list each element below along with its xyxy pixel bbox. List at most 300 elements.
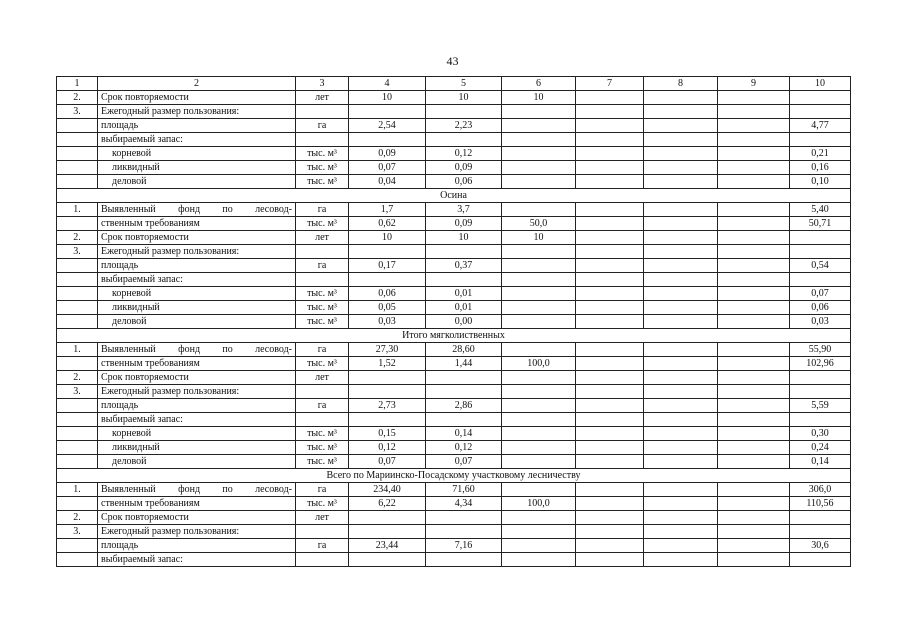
row-number xyxy=(57,133,98,147)
value-cell xyxy=(790,273,851,287)
indicator-label: Срок повторяемости xyxy=(98,91,296,105)
value-cell xyxy=(644,343,718,357)
value-cell xyxy=(576,511,644,525)
value-cell: 2,54 xyxy=(349,119,426,133)
value-cell xyxy=(349,525,426,539)
value-cell xyxy=(644,455,718,469)
indicator-label: Срок повторяемости xyxy=(98,511,296,525)
unit-cell xyxy=(296,273,349,287)
value-cell xyxy=(644,483,718,497)
row-number xyxy=(57,497,98,511)
table-row xyxy=(57,161,851,175)
value-cell xyxy=(349,413,426,427)
value-cell xyxy=(349,133,426,147)
value-cell: 0,04 xyxy=(349,175,426,189)
value-cell xyxy=(718,147,790,161)
value-cell xyxy=(502,301,576,315)
value-cell xyxy=(502,203,576,217)
section-row xyxy=(57,329,851,343)
value-cell xyxy=(576,385,644,399)
value-cell xyxy=(644,539,718,553)
value-cell: 10 xyxy=(349,91,426,105)
value-cell xyxy=(576,343,644,357)
value-cell: 0,09 xyxy=(426,161,502,175)
table-row xyxy=(57,455,851,469)
table-row xyxy=(57,147,851,161)
indicator-label: ликвидный xyxy=(98,441,296,455)
column-number: 10 xyxy=(790,77,851,91)
page-number: 43 xyxy=(446,54,459,68)
value-cell xyxy=(426,525,502,539)
indicator-label: площадь xyxy=(98,399,296,413)
value-cell xyxy=(718,427,790,441)
value-cell xyxy=(502,441,576,455)
value-cell xyxy=(502,161,576,175)
indicator-label: деловой xyxy=(98,175,296,189)
value-cell xyxy=(790,91,851,105)
value-cell xyxy=(426,385,502,399)
value-cell xyxy=(426,371,502,385)
value-cell xyxy=(349,105,426,119)
value-cell: 0,07 xyxy=(349,161,426,175)
value-cell: 0,07 xyxy=(349,455,426,469)
value-cell xyxy=(644,217,718,231)
value-cell xyxy=(644,553,718,567)
value-cell xyxy=(790,371,851,385)
value-cell xyxy=(349,371,426,385)
value-cell xyxy=(349,553,426,567)
value-cell xyxy=(644,161,718,175)
value-cell xyxy=(502,315,576,329)
unit-cell: тыс. м³ xyxy=(296,161,349,175)
value-cell xyxy=(790,385,851,399)
value-cell xyxy=(576,133,644,147)
value-cell xyxy=(718,119,790,133)
table-row xyxy=(57,119,851,133)
table-row xyxy=(57,427,851,441)
table-row xyxy=(57,483,851,497)
value-cell xyxy=(502,119,576,133)
value-cell: 0,05 xyxy=(349,301,426,315)
value-cell: 234,40 xyxy=(349,483,426,497)
value-cell xyxy=(718,441,790,455)
value-cell: 0,03 xyxy=(349,315,426,329)
value-cell xyxy=(644,357,718,371)
unit-cell: тыс. м³ xyxy=(296,497,349,511)
value-cell xyxy=(718,539,790,553)
indicator-label: корневой xyxy=(98,287,296,301)
value-cell xyxy=(644,301,718,315)
value-cell xyxy=(576,119,644,133)
value-cell: 0,14 xyxy=(790,455,851,469)
value-cell: 0,10 xyxy=(790,175,851,189)
column-number: 2 xyxy=(98,77,296,91)
value-cell xyxy=(644,385,718,399)
row-number xyxy=(57,175,98,189)
value-cell: 2,23 xyxy=(426,119,502,133)
value-cell xyxy=(576,427,644,441)
value-cell: 30,6 xyxy=(790,539,851,553)
row-number xyxy=(57,441,98,455)
row-number: 1. xyxy=(57,343,98,357)
value-cell xyxy=(576,525,644,539)
unit-cell: тыс. м³ xyxy=(296,427,349,441)
value-cell xyxy=(718,273,790,287)
indicator-label: выбираемый запас: xyxy=(98,553,296,567)
value-cell xyxy=(349,511,426,525)
value-cell xyxy=(576,175,644,189)
value-cell xyxy=(790,525,851,539)
value-cell xyxy=(349,245,426,259)
value-cell: 0,17 xyxy=(349,259,426,273)
value-cell xyxy=(644,91,718,105)
value-cell: 0,37 xyxy=(426,259,502,273)
value-cell xyxy=(718,525,790,539)
table-body xyxy=(57,77,851,567)
value-cell xyxy=(576,539,644,553)
unit-cell: га xyxy=(296,343,349,357)
value-cell xyxy=(426,105,502,119)
row-number: 1. xyxy=(57,203,98,217)
value-cell xyxy=(718,343,790,357)
row-number: 2. xyxy=(57,91,98,105)
column-number: 8 xyxy=(644,77,718,91)
section-row xyxy=(57,469,851,483)
value-cell xyxy=(426,553,502,567)
value-cell xyxy=(718,497,790,511)
value-cell: 0,12 xyxy=(426,441,502,455)
table-row xyxy=(57,203,851,217)
value-cell xyxy=(644,147,718,161)
value-cell xyxy=(790,413,851,427)
value-cell xyxy=(576,413,644,427)
value-cell: 0,07 xyxy=(426,455,502,469)
value-cell xyxy=(718,91,790,105)
row-number: 3. xyxy=(57,105,98,119)
value-cell: 102,96 xyxy=(790,357,851,371)
unit-cell: тыс. м³ xyxy=(296,301,349,315)
indicator-label: Ежегодный размер пользования: xyxy=(98,525,296,539)
table-row xyxy=(57,371,851,385)
value-cell: 1,7 xyxy=(349,203,426,217)
value-cell xyxy=(644,119,718,133)
value-cell: 0,01 xyxy=(426,301,502,315)
value-cell: 0,24 xyxy=(790,441,851,455)
row-number: 2. xyxy=(57,231,98,245)
value-cell: 4,34 xyxy=(426,497,502,511)
table-row xyxy=(57,385,851,399)
value-cell xyxy=(790,133,851,147)
unit-cell xyxy=(296,525,349,539)
value-cell xyxy=(644,133,718,147)
unit-cell: лет xyxy=(296,511,349,525)
value-cell: 10 xyxy=(349,231,426,245)
value-cell: 100,0 xyxy=(502,497,576,511)
table-row xyxy=(57,357,851,371)
column-number: 3 xyxy=(296,77,349,91)
table-row xyxy=(57,273,851,287)
table-row xyxy=(57,511,851,525)
table-row xyxy=(57,525,851,539)
unit-cell: тыс. м³ xyxy=(296,441,349,455)
indicator-label: деловой xyxy=(98,315,296,329)
table-row xyxy=(57,91,851,105)
table-row xyxy=(57,301,851,315)
row-number: 3. xyxy=(57,525,98,539)
value-cell xyxy=(718,259,790,273)
indicator-label: ликвидный xyxy=(98,301,296,315)
value-cell xyxy=(576,455,644,469)
value-cell xyxy=(502,273,576,287)
value-cell xyxy=(576,371,644,385)
value-cell xyxy=(790,105,851,119)
unit-cell: га xyxy=(296,259,349,273)
value-cell xyxy=(718,217,790,231)
value-cell: 0,01 xyxy=(426,287,502,301)
indicator-label: ственным требованиям xyxy=(98,497,296,511)
value-cell: 0,06 xyxy=(790,301,851,315)
value-cell xyxy=(718,203,790,217)
value-cell xyxy=(644,511,718,525)
row-number xyxy=(57,259,98,273)
unit-cell: тыс. м³ xyxy=(296,287,349,301)
value-cell xyxy=(718,385,790,399)
value-cell xyxy=(426,133,502,147)
indicator-label: Ежегодный размер пользования: xyxy=(98,385,296,399)
value-cell xyxy=(502,483,576,497)
value-cell xyxy=(644,231,718,245)
value-cell: 0,54 xyxy=(790,259,851,273)
value-cell: 50,0 xyxy=(502,217,576,231)
value-cell: 0,03 xyxy=(790,315,851,329)
row-number xyxy=(57,399,98,413)
value-cell xyxy=(718,413,790,427)
value-cell xyxy=(644,525,718,539)
value-cell xyxy=(502,259,576,273)
value-cell xyxy=(644,273,718,287)
value-cell xyxy=(718,511,790,525)
value-cell xyxy=(502,147,576,161)
value-cell: 0,30 xyxy=(790,427,851,441)
unit-cell xyxy=(296,413,349,427)
table-row xyxy=(57,105,851,119)
value-cell xyxy=(644,441,718,455)
value-cell xyxy=(718,455,790,469)
unit-cell: тыс. м³ xyxy=(296,175,349,189)
value-cell: 23,44 xyxy=(349,539,426,553)
value-cell xyxy=(502,511,576,525)
value-cell xyxy=(790,231,851,245)
value-cell xyxy=(576,273,644,287)
value-cell xyxy=(718,483,790,497)
value-cell xyxy=(790,245,851,259)
unit-cell: га xyxy=(296,539,349,553)
value-cell: 0,21 xyxy=(790,147,851,161)
value-cell: 0,16 xyxy=(790,161,851,175)
value-cell xyxy=(576,315,644,329)
value-cell: 5,40 xyxy=(790,203,851,217)
value-cell: 0,00 xyxy=(426,315,502,329)
indicator-label: выбираемый запас: xyxy=(98,413,296,427)
value-cell xyxy=(790,553,851,567)
table-row xyxy=(57,399,851,413)
unit-cell xyxy=(296,105,349,119)
value-cell: 100,0 xyxy=(502,357,576,371)
value-cell xyxy=(718,553,790,567)
value-cell xyxy=(502,553,576,567)
indicator-label: Выявленный фонд по лесовод- xyxy=(98,203,296,217)
value-cell xyxy=(644,413,718,427)
value-cell xyxy=(502,287,576,301)
value-cell: 0,09 xyxy=(349,147,426,161)
value-cell: 6,22 xyxy=(349,497,426,511)
indicator-label: Выявленный фонд по лесовод- xyxy=(98,483,296,497)
table-row xyxy=(57,441,851,455)
value-cell: 306,0 xyxy=(790,483,851,497)
column-number-row xyxy=(57,77,851,91)
value-cell xyxy=(718,245,790,259)
value-cell xyxy=(502,343,576,357)
value-cell xyxy=(576,483,644,497)
row-number xyxy=(57,273,98,287)
indicator-label: Срок повторяемости xyxy=(98,371,296,385)
value-cell xyxy=(576,357,644,371)
forest-fund-table xyxy=(56,76,851,567)
row-number xyxy=(57,427,98,441)
value-cell: 0,15 xyxy=(349,427,426,441)
value-cell xyxy=(502,175,576,189)
value-cell: 0,14 xyxy=(426,427,502,441)
value-cell xyxy=(349,385,426,399)
table-row xyxy=(57,175,851,189)
row-number: 3. xyxy=(57,385,98,399)
value-cell xyxy=(426,413,502,427)
table-row xyxy=(57,343,851,357)
table-row xyxy=(57,133,851,147)
value-cell: 10 xyxy=(502,91,576,105)
column-number: 6 xyxy=(502,77,576,91)
indicator-label: ственным требованиям xyxy=(98,217,296,231)
unit-cell: лет xyxy=(296,91,349,105)
unit-cell: га xyxy=(296,119,349,133)
value-cell: 2,86 xyxy=(426,399,502,413)
value-cell xyxy=(576,301,644,315)
row-number: 2. xyxy=(57,371,98,385)
value-cell xyxy=(576,231,644,245)
value-cell: 4,77 xyxy=(790,119,851,133)
value-cell xyxy=(502,399,576,413)
value-cell: 0,07 xyxy=(790,287,851,301)
value-cell xyxy=(790,511,851,525)
table-row xyxy=(57,413,851,427)
row-number xyxy=(57,301,98,315)
row-number xyxy=(57,217,98,231)
unit-cell: га xyxy=(296,399,349,413)
section-title: Всего по Мариинско-Посадскому участковому лесничеству xyxy=(57,469,851,483)
value-cell xyxy=(718,357,790,371)
row-number xyxy=(57,553,98,567)
value-cell: 5,59 xyxy=(790,399,851,413)
column-number: 9 xyxy=(718,77,790,91)
value-cell xyxy=(718,287,790,301)
column-number: 7 xyxy=(576,77,644,91)
value-cell: 2,73 xyxy=(349,399,426,413)
unit-cell: тыс. м³ xyxy=(296,147,349,161)
value-cell xyxy=(718,161,790,175)
value-cell xyxy=(502,413,576,427)
value-cell: 28,60 xyxy=(426,343,502,357)
column-number: 1 xyxy=(57,77,98,91)
value-cell xyxy=(644,315,718,329)
row-number xyxy=(57,161,98,175)
value-cell: 55,90 xyxy=(790,343,851,357)
value-cell xyxy=(718,133,790,147)
value-cell xyxy=(576,497,644,511)
table-row xyxy=(57,539,851,553)
value-cell xyxy=(502,539,576,553)
indicator-label: Срок повторяемости xyxy=(98,231,296,245)
value-cell: 10 xyxy=(426,231,502,245)
value-cell xyxy=(644,175,718,189)
table-row xyxy=(57,217,851,231)
row-number xyxy=(57,413,98,427)
value-cell xyxy=(426,273,502,287)
row-number xyxy=(57,119,98,133)
value-cell: 1,44 xyxy=(426,357,502,371)
value-cell xyxy=(426,511,502,525)
value-cell xyxy=(644,497,718,511)
value-cell xyxy=(718,231,790,245)
indicator-label: площадь xyxy=(98,119,296,133)
value-cell xyxy=(576,217,644,231)
value-cell: 0,12 xyxy=(426,147,502,161)
row-number xyxy=(57,287,98,301)
value-cell xyxy=(502,133,576,147)
value-cell xyxy=(576,245,644,259)
value-cell xyxy=(502,427,576,441)
unit-cell: га xyxy=(296,483,349,497)
indicator-label: корневой xyxy=(98,147,296,161)
value-cell: 3,7 xyxy=(426,203,502,217)
unit-cell: тыс. м³ xyxy=(296,315,349,329)
indicator-label: Ежегодный размер пользования: xyxy=(98,105,296,119)
value-cell xyxy=(576,399,644,413)
indicator-label: выбираемый запас: xyxy=(98,133,296,147)
value-cell xyxy=(644,287,718,301)
value-cell xyxy=(718,175,790,189)
value-cell: 110,56 xyxy=(790,497,851,511)
table-row xyxy=(57,259,851,273)
unit-cell: га xyxy=(296,203,349,217)
row-number xyxy=(57,357,98,371)
unit-cell: лет xyxy=(296,371,349,385)
table-row xyxy=(57,231,851,245)
value-cell xyxy=(576,441,644,455)
value-cell xyxy=(644,203,718,217)
value-cell xyxy=(502,455,576,469)
value-cell xyxy=(644,427,718,441)
unit-cell xyxy=(296,385,349,399)
value-cell: 0,06 xyxy=(349,287,426,301)
indicator-label: корневой xyxy=(98,427,296,441)
value-cell xyxy=(644,399,718,413)
value-cell xyxy=(718,399,790,413)
row-number: 2. xyxy=(57,511,98,525)
unit-cell: тыс. м³ xyxy=(296,357,349,371)
unit-cell xyxy=(296,245,349,259)
value-cell xyxy=(644,105,718,119)
value-cell: 0,62 xyxy=(349,217,426,231)
